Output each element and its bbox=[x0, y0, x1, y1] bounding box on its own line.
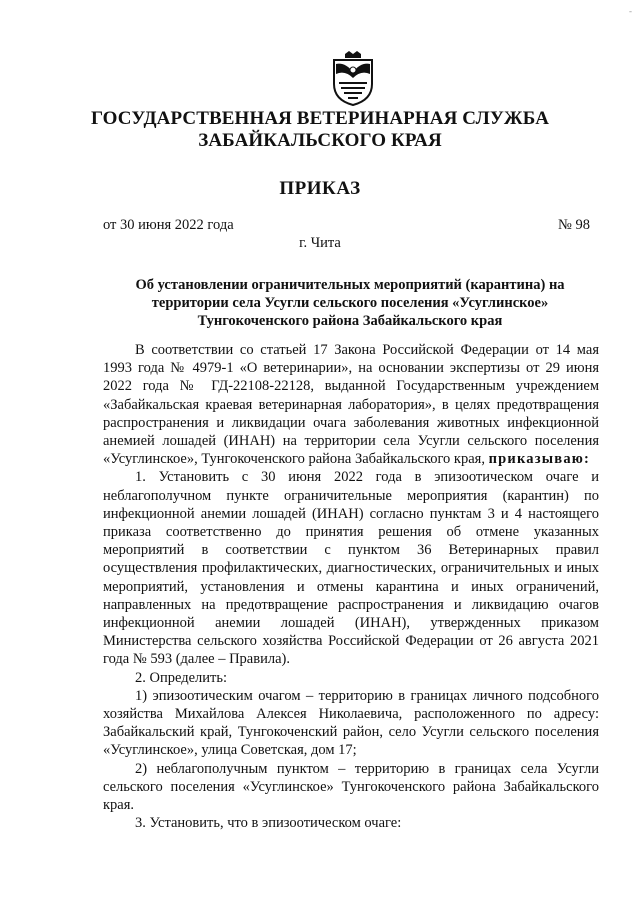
coat-of-arms-icon bbox=[331, 50, 375, 106]
document-city: г. Чита bbox=[299, 235, 341, 251]
document-date: от 30 июня 2022 года bbox=[103, 217, 234, 233]
intro-text: В соответствии со статьей 17 Закона Российской Федерации от 14 мая 1993 года № 4979-1 «О ветеринарии», на основании экспертизы от 29 июня 2022 года № ГД-22108-22128, выданной Государственным учреждением «Забайкальская краевая ветеринарная лаборатория», в целях предотвращения распространения и ликвидации очага заболевания животных инфекционной анемией лошадей (ИНАН) на территории села Усугли сельского поселения «Усуглинское», Тунгокоченского района Забайкальского края, bbox=[103, 342, 599, 468]
decree-word: приказываю: bbox=[488, 451, 591, 468]
body-paragraph: 3. Установить, что в эпизоотическом очаге: bbox=[135, 815, 402, 832]
body-paragraph: 1. Установить с 30 июня 2022 года в эпизоотическом очаге и неблагополучном пункте ограничительные мероприятия (карантин) по инфекционной анемии лошадей (ИНАН) согласно пунктам 3 и 4 настоящего приказа соответственно до принятия решения об отмене указанных мероприятий в соответствии с пунктом 36 Ветеринарных правил осуществления профилактических, диагностических, ограничительных и иных мероприятий, установления и отмены карантина и иных ограничений, направленных на предотвращение распространения и ликвидацию очагов инфекционной анемии лошадей (ИНАН), утвержденных приказом Министерства сельского хозяйства Российской Федерации от 26 августа 2021 года № 593 (далее – Правила). bbox=[103, 469, 599, 668]
subject-line: Об установлении ограничительных мероприятий (карантина) на bbox=[135, 277, 565, 293]
document-body bbox=[103, 341, 599, 832]
document-number: № 98 bbox=[558, 217, 590, 233]
body-paragraph: 1) эпизоотическим очагом – территорию в границах личного подсобного хозяйства Михайлова Алексея Николаевича, расположенного по адресу: Забайкальский край, Тунгокоченский район, село Усугли сельского поселения «Усуглинское», улица Советская, дом 17; bbox=[103, 687, 599, 759]
document-type: ПРИКАЗ bbox=[279, 178, 361, 199]
body-paragraph: 2) неблагополучным пунктом – территорию в границах села Усугли сельского поселения «Усуглинское» Тунгокоченского района Забайкальского края. bbox=[103, 760, 599, 814]
org-name-line1: ГОСУДАРСТВЕННАЯ ВЕТЕРИНАРНАЯ СЛУЖБА bbox=[90, 108, 550, 129]
corner-mark: - bbox=[629, 6, 632, 16]
subject-line: Тунгокоченского района Забайкальского края bbox=[197, 313, 503, 329]
body-paragraph: 2. Определить: bbox=[135, 669, 228, 686]
document-subject bbox=[100, 276, 600, 330]
subject-line: территории села Усугли сельского поселения «Усуглинское» bbox=[151, 295, 549, 311]
org-name-line2: ЗАБАЙКАЛЬСКОГО КРАЯ bbox=[198, 130, 442, 151]
body-paragraph bbox=[103, 341, 599, 468]
